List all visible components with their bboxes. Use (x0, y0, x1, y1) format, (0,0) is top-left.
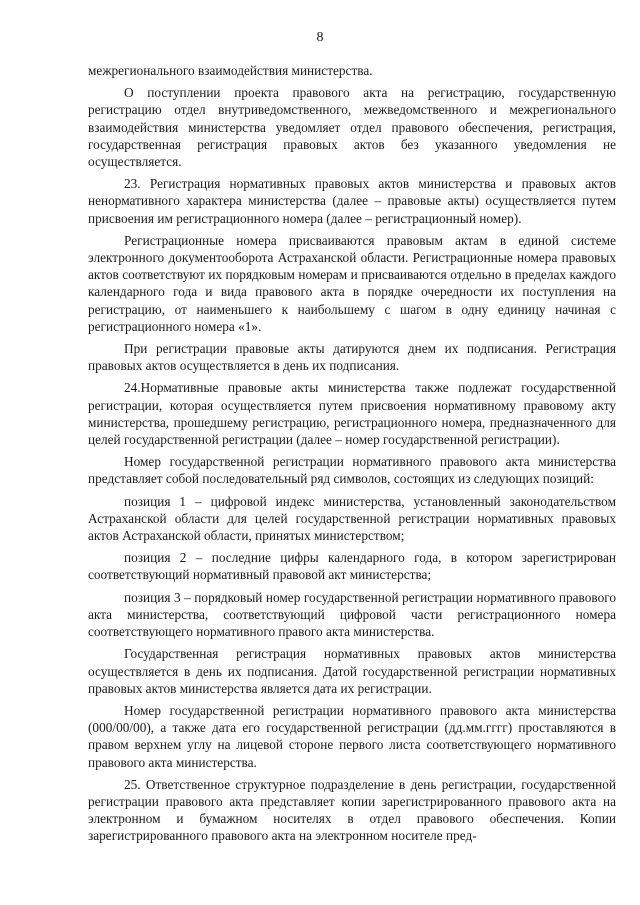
paragraph: О поступлении проекта правового акта на регистрацию, государственную регистрацию отдел внутриведомственного, межведомственного и межрегионального взаимодействия министерства уведомляет отдел правового обеспечения, регистрация, государственная регистрация правовых актов без указанного уведомления не осуществляется. (88, 85, 616, 170)
paragraph-clause-24: 24.Нормативные правовые акты министерства также подлежат государственной регистрации, которая осуществляется путем присвоения нормативному правовому акту министерства, прошедшему регистрацию, регистрационного номера, предназначенного для целей государственной регистрации (далее – номер государственной регистрации). (88, 380, 616, 448)
paragraph: Регистрационные номера присваиваются правовым актам в единой системе электронного документооборота Астраханской области. Регистрационные номера правовых актов соответствуют их порядковым номерам и присваиваются отдельно в пределах каждого календарного года и вида правового акта в порядке очередности их поступления на регистрацию, от наименьшего к наибольшему с шагом в одну единицу начиная с регистрационного номера «1». (88, 232, 616, 334)
page-number: 8 (316, 30, 324, 45)
paragraph: Государственная регистрация нормативных правовых актов министерства осуществляется в день их подписания. Датой государственной регистрации нормативных правовых актов министерства является дата их регистрации. (88, 646, 616, 696)
paragraph-position-3: позиция 3 – порядковый номер государственной регистрации нормативного правового акта министерства, соответствующий цифровой части регистрационного номера соответствующего нормативного правого акта министерства. (88, 589, 616, 640)
paragraph-clause-25: 25. Ответственное структурное подразделение в день регистрации, государственной регистрации правового акта представляет копии зарегистрированного правового акта на электронном и бумажном носителях в отдел правового обеспечения. Копии зарегистрированного правового акта на электронном носителе пред- (88, 776, 616, 844)
paragraph: Номер государственной регистрации нормативного правового акта министерства (000/00/00), а также дата его государственной регистрации (дд.мм.гггг) проставляются в правом верхнем углу на лицевой стороне первого листа соответствующего нормативного правового акта министерства. (88, 702, 616, 770)
paragraph-clause-23: 23. Регистрация нормативных правовых актов министерства и правовых актов ненормативного характера министерства (далее – правовые акты) осуществляется путем присвоения им регистрационного номера (далее – регистрационный номер). (88, 176, 616, 226)
paragraph-position-1: позиция 1 – цифровой индекс министерства, установленный законодательством Астраханской области для целей государственной регистрации нормативных правовых актов Астраханской области, принятых министерством; (88, 493, 616, 544)
paragraph-position-2: позиция 2 – последние цифры календарного года, в котором зарегистрирован соответствующий нормативный правовой акт министерства; (88, 550, 616, 583)
paragraph: Номер государственной регистрации нормативного правового акта министерства представляет собой последовательный ряд символов, состоящих из следующих позиций: (88, 454, 616, 487)
paragraph: При регистрации правовые акты датируются днем их подписания. Регистрация правовых актов осуществляется в день их подписания. (88, 341, 616, 374)
document-body (88, 62, 616, 850)
paragraph-continuation: межрегионального взаимодействия министерства. (88, 63, 373, 78)
